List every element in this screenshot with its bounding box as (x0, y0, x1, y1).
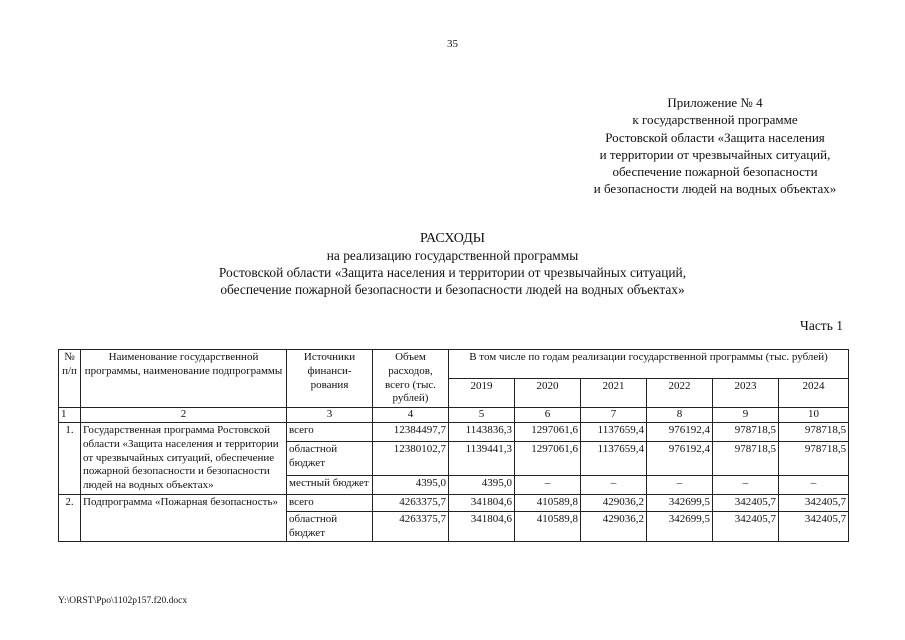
appendix-line: обеспечение пожарной безопасности (612, 164, 818, 180)
column-number: 3 (287, 408, 373, 423)
row-num: 1. (59, 422, 81, 494)
row-year-value: 1297061,6 (515, 422, 581, 441)
column-number: 9 (713, 408, 779, 423)
row-year-value: 4395,0 (449, 476, 515, 495)
row-year-value: 978718,5 (779, 422, 849, 441)
column-number: 7 (581, 408, 647, 423)
table-row (59, 494, 849, 511)
row-year-value: – (647, 476, 713, 495)
column-number: 1 (59, 408, 81, 423)
row-year-value: 342405,7 (713, 511, 779, 542)
column-number: 4 (373, 408, 449, 423)
row-year-value: 342405,7 (779, 494, 849, 511)
header-year: 2023 (713, 379, 779, 408)
row-year-value: – (713, 476, 779, 495)
appendix-caption (520, 94, 905, 198)
column-number: 8 (647, 408, 713, 423)
row-year-value: 342699,5 (647, 511, 713, 542)
header-year: 2019 (449, 379, 515, 408)
table-header-row (59, 350, 849, 379)
row-year-value: 410589,8 (515, 511, 581, 542)
row-total: 4263375,7 (373, 511, 449, 542)
header-year: 2020 (515, 379, 581, 408)
header-source: Источники финанси-рования (287, 350, 373, 408)
row-name: Подпрограмма «Пожарная безопасность» (81, 494, 287, 541)
part-label: Часть 1 (800, 318, 843, 333)
row-total: 12380102,7 (373, 441, 449, 475)
row-year-value: 342699,5 (647, 494, 713, 511)
row-year-value: – (515, 476, 581, 495)
row-name: Государственная программа Ростовской области «Защита населения и территории от чрезвычайных ситуаций, обеспечение пожарной безопасности и безопасности людей на водных объектах» (81, 422, 287, 494)
footer-file-path: Y:\ORST\Ppo\1102p157.f20.docx (58, 596, 188, 606)
row-year-value: 342405,7 (779, 511, 849, 542)
row-source: областной бюджет (287, 511, 373, 542)
row-source: всего (287, 422, 373, 441)
heading-line: Ростовской области «Защита населения и территории от чрезвычайных ситуаций, (218, 265, 687, 280)
row-year-value: 976192,4 (647, 441, 713, 475)
header-total: Объем расходов, всего (тыс. рублей) (373, 350, 449, 408)
row-year-value: 342405,7 (713, 494, 779, 511)
row-year-value: 976192,4 (647, 422, 713, 441)
table-row (59, 422, 849, 441)
row-num: 2. (59, 494, 81, 541)
row-year-value: 1297061,6 (515, 441, 581, 475)
row-year-value: 341804,6 (449, 511, 515, 542)
row-year-value: 410589,8 (515, 494, 581, 511)
appendix-line: Ростовской области «Защита населения (605, 129, 825, 145)
expenses-table (58, 349, 849, 542)
page-number: 35 (447, 38, 458, 50)
heading-title: РАСХОДЫ (420, 231, 485, 246)
document-heading (0, 230, 905, 298)
appendix-line: и территории от чрезвычайных ситуаций, (599, 146, 831, 162)
heading-line: на реализацию государственной программы (326, 248, 579, 263)
row-source: местный бюджет (287, 476, 373, 495)
row-year-value: 1137659,4 (581, 422, 647, 441)
row-year-value: 429036,2 (581, 511, 647, 542)
column-number: 6 (515, 408, 581, 423)
row-year-value: 1137659,4 (581, 441, 647, 475)
heading-line: обеспечение пожарной безопасности и безопасности людей на водных объектах» (220, 282, 685, 297)
header-name: Наименование государственной программы, наименование подпрограммы (81, 350, 287, 408)
appendix-line: к государственной программе (632, 112, 798, 128)
row-year-value: 1143836,3 (449, 422, 515, 441)
header-num: № п/п (59, 350, 81, 408)
appendix-line: Приложение № 4 (667, 95, 763, 110)
column-number: 10 (779, 408, 849, 423)
row-year-value: – (779, 476, 849, 495)
header-years-group: В том числе по годам реализации государственной программы (тыс. рублей) (449, 350, 849, 379)
column-number: 5 (449, 408, 515, 423)
column-number: 2 (81, 408, 287, 423)
row-year-value: 978718,5 (779, 441, 849, 475)
row-total: 12384497,7 (373, 422, 449, 441)
row-source: областной бюджет (287, 441, 373, 475)
row-source: всего (287, 494, 373, 511)
row-year-value: 341804,6 (449, 494, 515, 511)
row-total: 4395,0 (373, 476, 449, 495)
header-year: 2024 (779, 379, 849, 408)
row-year-value: 429036,2 (581, 494, 647, 511)
header-year: 2021 (581, 379, 647, 408)
row-year-value: 978718,5 (713, 441, 779, 475)
row-total: 4263375,7 (373, 494, 449, 511)
row-year-value: – (581, 476, 647, 495)
appendix-line: и безопасности людей на водных объектах» (593, 181, 837, 197)
row-year-value: 978718,5 (713, 422, 779, 441)
row-year-value: 1139441,3 (449, 441, 515, 475)
column-numbers-row (59, 408, 849, 423)
header-year: 2022 (647, 379, 713, 408)
